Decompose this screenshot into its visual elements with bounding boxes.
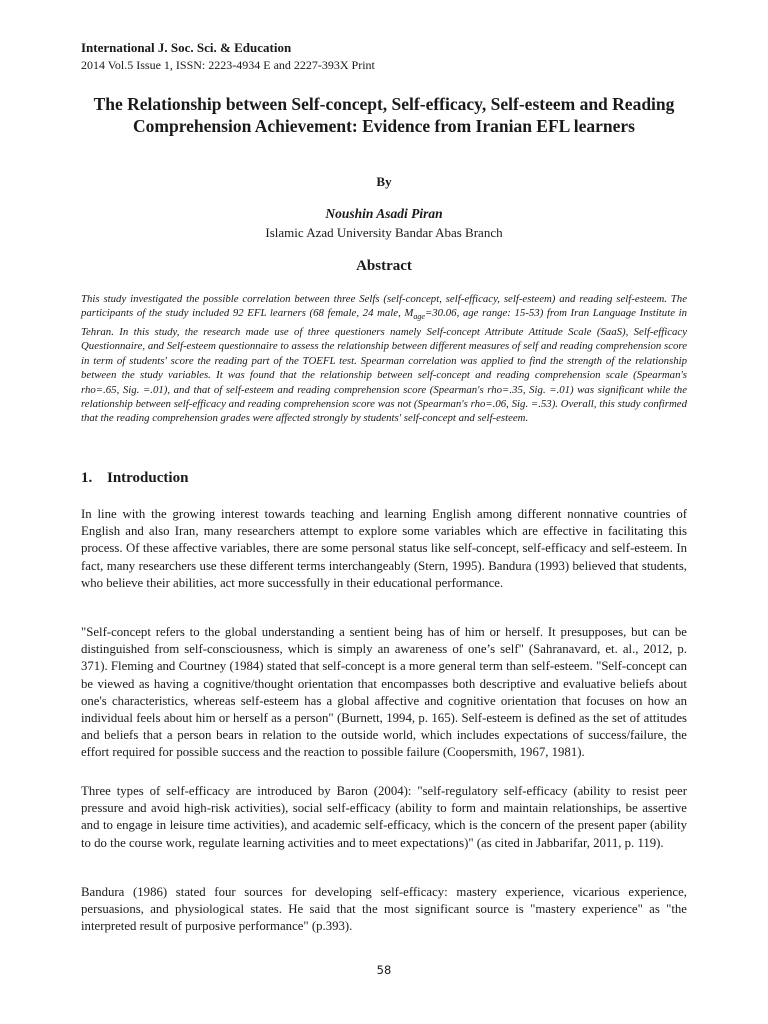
byline: By [376, 174, 392, 189]
author-name: Noushin Asadi Piran [325, 206, 443, 221]
journal-name: International J. Soc. Sci. & Education [81, 40, 292, 55]
abstract-subscript: age [413, 312, 425, 322]
abstract-heading: Abstract [356, 258, 412, 274]
introduction-paragraph-4: Bandura (1986) stated four sources for developing self-efficacy: mastery experience, vicarious experience, persuasions, and physiological states. He said that the most significant source is "mastery experience" as "the interpreted result of purposive performance" (p.393). [81, 885, 687, 934]
section-heading-introduction [81, 470, 188, 487]
section-title: Introduction [107, 470, 189, 486]
abstract-text-part-1: This study investigated the possible correlation between three Selfs (self-concept, self-efficacy, self-esteem) and reading self-esteem. The participants of the study included 92 EFL learners (68 female, 24 male, M [81, 293, 687, 320]
section-number: 1. [81, 470, 93, 486]
paper-title: The Relationship between Self-concept, Self-efficacy, Self-esteem and Reading Comprehension Achievement: Evidence from Iranian EFL learners [93, 94, 675, 136]
introduction-paragraph-2: "Self-concept refers to the global understanding a sentient being has of him or herself. It presupposes, but can be distinguished from self-consciousness, which is simply an awareness of one’s self" (Sahranavard, et. al., 2012, p. 371). Fleming and Courtney (1984) stated that self-concept is a more general term than self-esteem. "Self-concept can be viewed as having a cognitive/thought orientation that encompasses both descriptive and evaluative beliefs about one's characteristics, whereas self-esteem has a global affective and cognitive orientation that focuses on how an individual feels about him or herself as a person" (Burnett, 1994, p. 165). Self-esteem is defined as the set of attitudes and beliefs that a person bears in relation to the outside world, which includes expectations of success/failure, the effort required for possible success and the reaction to possible failure (Coopersmith, 1967, 1981). [81, 625, 687, 760]
introduction-paragraph-1: In line with the growing interest towards teaching and learning English among different nonnative countries of English and also Iran, many researchers attempt to explore some variables which are effective in facilitating this process. Of these affective variables, there are some personal status like self-concept, self-efficacy and self-esteem. In fact, many researchers use these different terms interchangeably (Stern, 1995). Bandura (1993) believed that students, who believe their abilities, act more successfully in their educational performance. [81, 507, 687, 590]
page-number: 58 [376, 963, 392, 977]
author-affiliation: Islamic Azad University Bandar Abas Branch [265, 225, 503, 240]
abstract-text [81, 292, 687, 426]
abstract-text-part-2: =30.06, age range: 15-53) from Iran Language Institute in Tehran. In this study, the research made use of three questioners namely Self-concept Attribute Attitude Scale (SaaS), Self-efficacy Questionnaire, and Self-esteem questionnaire to assess the relationship between different measures of self and reading comprehension score in term of students' score the reading part of the TOEFL test. Spearman correlation was applied to find the strength of the relationship between the study variables. It was found that the relationship between self-concept and reading comprehension scale (Spearman's rho=.65, Sig. =.01), and that of self-esteem and reading comprehension score (Spearman's rho=.35, Sig. =.01) was significant while the relationship between self-efficacy and reading comprehension score was not (Spearman's rho=.06, Sig. =.53). Overall, this study confirmed that the reading comprehension grades were affected strongly by students' self-concept and self-esteem. [81, 307, 688, 425]
journal-issue-info: 2014 Vol.5 Issue 1, ISSN: 2223-4934 E and 2227-393X Print [81, 58, 375, 72]
introduction-paragraph-3: Three types of self-efficacy are introduced by Baron (2004): "self-regulatory self-efficacy (ability to resist peer pressure and avoid high-risk activities), social self-efficacy (ability to form and maintain relationships, be assertive and to engage in leisure time activities), and academic self-efficacy, which is the concern of the present paper (ability to do the course work, regulate learning activities and to meet expectations)" (as cited in Jabbarifar, 2011, p. 119). [81, 784, 687, 850]
